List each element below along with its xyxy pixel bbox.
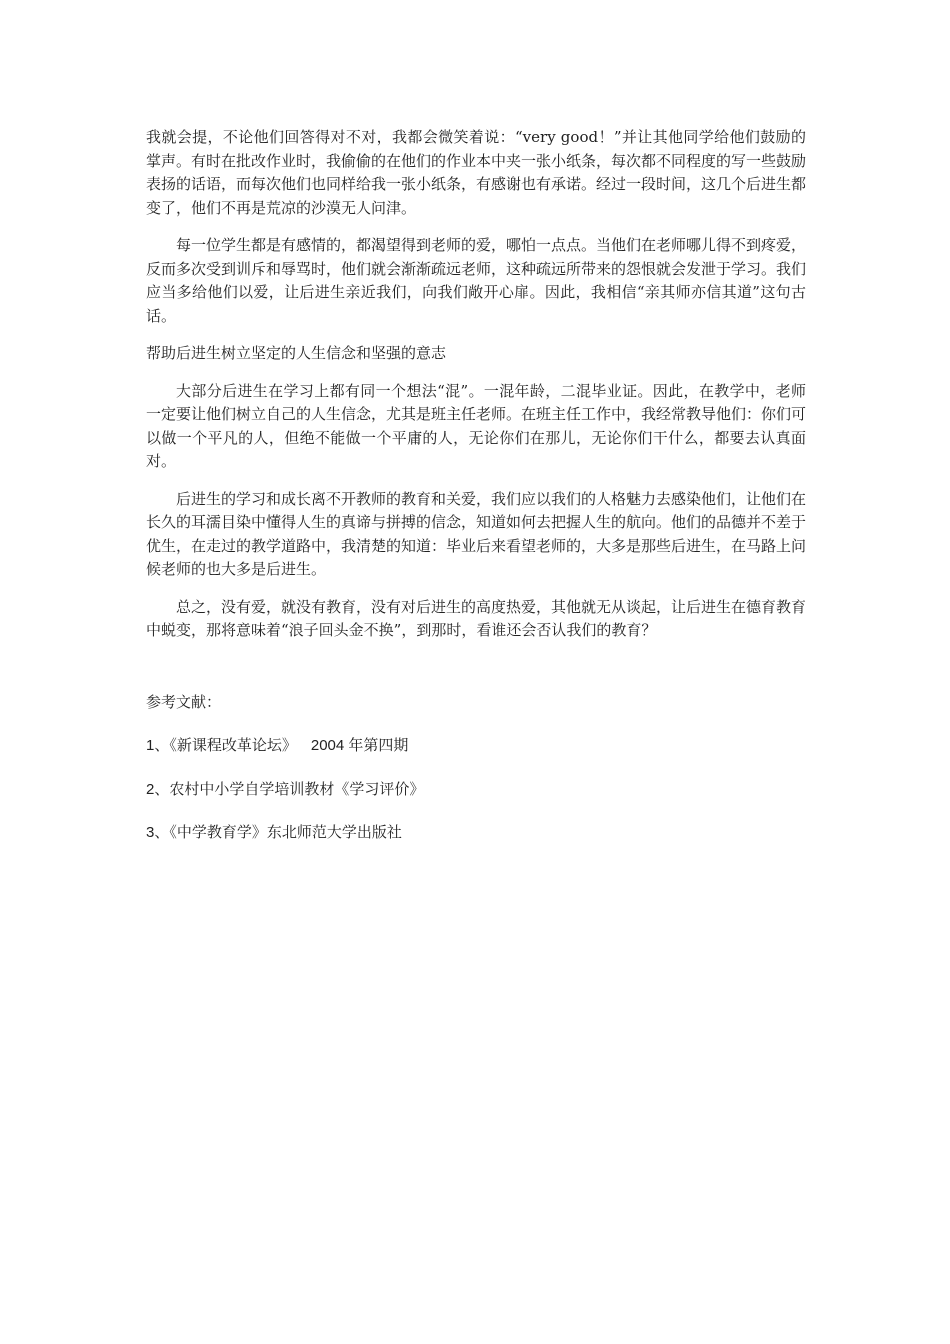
paragraph-5: 总之，没有爱，就没有教育，没有对后进生的高度热爱，其他就无从谈起，让后进生在德育教育中蜕变，那将意味着“浪子回头金不换”，到那时，看谁还会否认我们的教育？ xyxy=(146,597,807,639)
paragraph-2: 每一位学生都是有感情的，都渴望得到老师的爱，哪怕一点点。当他们在老师哪儿得不到疼爱，反而多次受到训斥和辱骂时，他们就会渐渐疏远老师，这种疏远所带来的怨恨就会发泄于学习。我们应当多给他们以爱，让后进生亲近我们，向我们敞开心扉。因此，我相信“亲其师亦信其道”这句古话。 xyxy=(146,236,807,325)
paragraph-4: 后进生的学习和成长离不开教师的教育和关爱，我们应以我们的人格魅力去感染他们，让他们在长久的耳濡目染中懂得人生的真谛与拼搏的信念，知道如何去把握人生的航向。他们的品德并不差于优生，在走过的教学道路中，我清楚的知道：毕业后来看望老师的，大多是那些后进生，在马路上问候老师的也大多是后进生。 xyxy=(146,489,807,578)
reference-text: 农村中小学自学培训教材《学习评价》 xyxy=(169,779,425,798)
document-page xyxy=(146,126,806,865)
reference-number: 2、 xyxy=(146,780,170,798)
reference-extra: 2004 年第四期 xyxy=(310,737,409,754)
paragraph-1: 我就会提，不论他们回答得对不对，我都会微笑着说：“very good！”并让其他同学给他们鼓励的掌声。有时在批改作业时，我偷偷的在他们的作业本中夹一张小纸条，每次都不同程度的写一些鼓励表扬的话语，而每次他们也同样给我一张小纸条，有感谢也有承诺。经过一段时间，这几个后进生都变了，他们不再是荒凉的沙漠无人问津。 xyxy=(146,128,807,217)
references-title: 参考文献： xyxy=(146,692,222,711)
reference-item-3 xyxy=(146,821,806,845)
reference-item-2 xyxy=(146,778,806,802)
reference-item-1 xyxy=(146,734,806,758)
reference-number: 1、 xyxy=(146,737,170,754)
section-spacer xyxy=(146,657,806,691)
reference-text: 《新课程改革论坛》 xyxy=(169,736,297,754)
section-heading: 帮助后进生树立坚定的人生信念和坚强的意志 xyxy=(146,344,447,362)
reference-number: 3、 xyxy=(146,824,170,841)
reference-text: 《中学教育学》东北师范大学出版社 xyxy=(169,823,402,841)
paragraph-3: 大部分后进生在学习上都有同一个想法“混”。一混年龄，二混毕业证。因此，在教学中，老师一定要让他们树立自己的人生信念，尤其是班主任老师。在班主任工作中，我经常教导他们：你们可以做一个平凡的人，但绝不能做一个平庸的人，无论你们在那儿，无论你们干什么，都要去认真面对。 xyxy=(146,381,807,470)
